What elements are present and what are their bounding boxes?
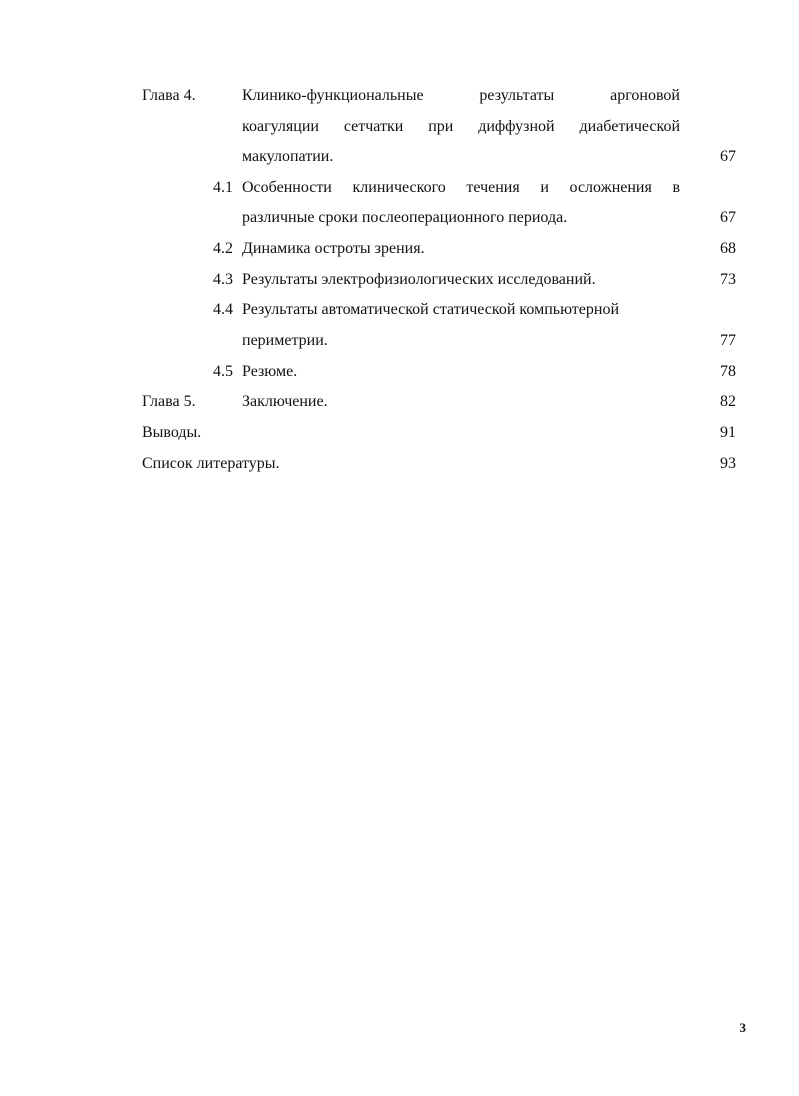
conclusions-title: Выводы. bbox=[142, 424, 202, 441]
section-4-2-number: 4.2 bbox=[213, 240, 233, 257]
chapter-4-title-word: коагуляции bbox=[242, 118, 319, 135]
chapter-4-title-line-3: макулопатии. bbox=[242, 148, 334, 165]
chapter-5-page-number: 82 bbox=[720, 393, 736, 410]
chapter-4-title-word: диффузной bbox=[478, 118, 555, 135]
section-4-1-page-number: 67 bbox=[720, 209, 736, 226]
section-4-4-number: 4.4 bbox=[213, 301, 233, 318]
section-4-4-page-number: 77 bbox=[720, 332, 736, 349]
chapter-4-label: Глава 4. bbox=[142, 87, 196, 104]
chapter-4-title-line-2 bbox=[242, 117, 680, 137]
chapter-4-page-number: 67 bbox=[720, 148, 736, 165]
section-4-3-number: 4.3 bbox=[213, 271, 233, 288]
section-4-4-title-line-2: периметрии. bbox=[242, 332, 328, 349]
page-number: 3 bbox=[739, 1020, 746, 1035]
section-4-2-title: Динамика остроты зрения. bbox=[242, 240, 425, 257]
section-4-5-page-number: 78 bbox=[720, 363, 736, 380]
section-4-1-number: 4.1 bbox=[213, 179, 233, 196]
section-4-1-title-word: течения bbox=[466, 179, 520, 196]
chapter-4-title-word: результаты bbox=[479, 87, 555, 104]
section-4-5-title: Резюме. bbox=[242, 363, 298, 380]
chapter-5-label: Глава 5. bbox=[142, 393, 196, 410]
chapter-5-title: Заключение. bbox=[242, 393, 328, 410]
section-4-5-number: 4.5 bbox=[213, 363, 233, 380]
conclusions-page-number: 91 bbox=[720, 424, 736, 441]
chapter-4-title-word: сетчатки bbox=[343, 118, 404, 135]
section-4-1-title-word: Особенности bbox=[242, 179, 332, 196]
chapter-4-title-word: аргоновой bbox=[610, 87, 680, 104]
section-4-1-title-word: клинического bbox=[352, 179, 446, 196]
references-page-number: 93 bbox=[720, 455, 736, 472]
section-4-1-title-word: и bbox=[540, 179, 549, 196]
chapter-4-title-word: Клинико-функциональные bbox=[242, 87, 424, 104]
section-4-1-title-word: в bbox=[672, 179, 681, 196]
chapter-4-title-word: при bbox=[428, 118, 454, 135]
chapter-4-title-word: диабетической bbox=[579, 118, 681, 135]
section-4-3-title: Результаты электрофизиологических исследований. bbox=[242, 271, 596, 288]
references-title: Список литературы. bbox=[142, 455, 280, 472]
section-4-4-title-line-1: Результаты автоматической статической компьютерной bbox=[242, 301, 620, 318]
section-4-1-title-word: осложнения bbox=[569, 179, 652, 196]
chapter-4-title-line-1 bbox=[242, 86, 680, 106]
section-4-3-page-number: 73 bbox=[720, 271, 736, 288]
section-4-1-title-line-2: различные сроки послеоперационного периода. bbox=[242, 209, 568, 226]
section-4-2-page-number: 68 bbox=[720, 240, 736, 257]
section-4-1-title-line-1 bbox=[242, 178, 680, 198]
